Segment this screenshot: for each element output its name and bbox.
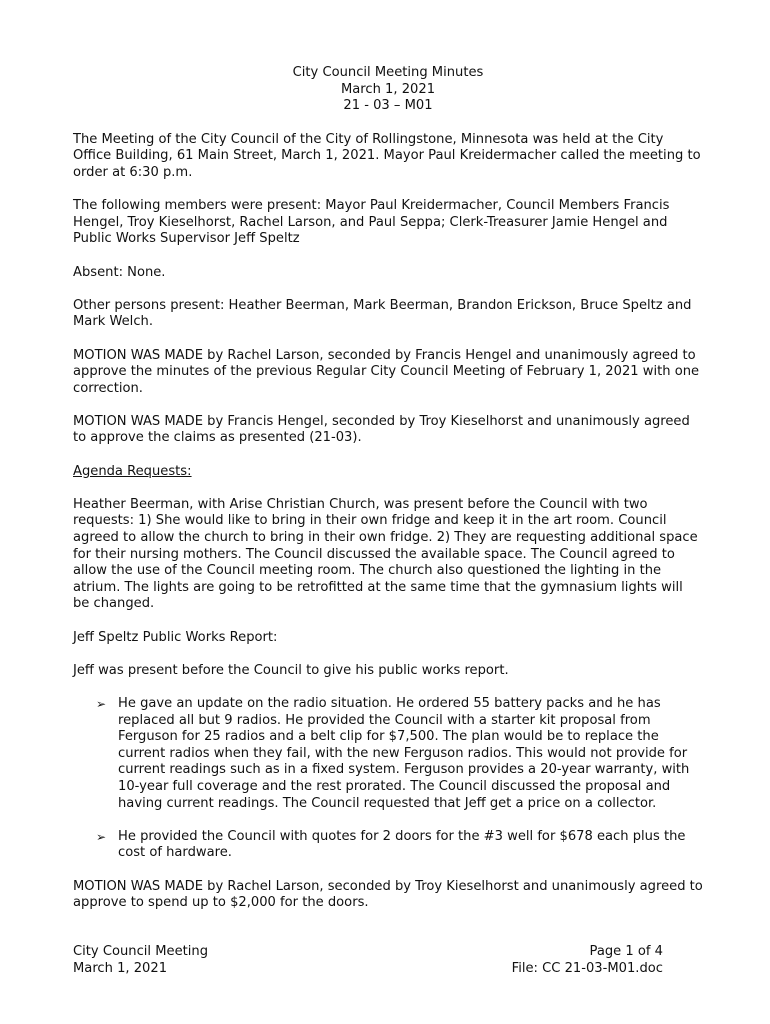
others-present-paragraph: Other persons present: Heather Beerman, Mark Beerman, Brandon Erickson, Bruce Speltz and Mark Welch.	[73, 297, 692, 330]
agenda-heading: Agenda Requests:	[73, 463, 192, 479]
arrow-bullet-icon: ➢	[96, 829, 107, 844]
opening-paragraph: The Meeting of the City Council of the City of Rollingstone, Minnesota was held at the City Office Building, 61 Main Street, March 1, 2021. Mayor Paul Kreidermacher called the meeting to order at 6:30 p.m.	[73, 131, 701, 180]
members-present-paragraph: The following members were present: Mayor Paul Kreidermacher, Council Members Francis Hengel, Troy Kieselhorst, Rachel Larson, and Paul Seppa; Clerk-Treasurer Jamie Hengel and Public Works Supervisor Jeff Speltz	[73, 198, 670, 247]
public-works-heading: Jeff Speltz Public Works Report:	[73, 629, 278, 645]
footer-meeting-name: City Council Meeting	[73, 944, 209, 959]
footer-meeting-date: March 1, 2021	[73, 960, 168, 976]
footer-page-number: Page 1 of 4	[589, 944, 663, 959]
list-item-text: He gave an update on the radio situation. He ordered 55 battery packs and he has replaced all but 9 radios. He provided the Council with a starter kit proposal from Ferguson for 25 radios and a belt clip for $7,500. The plan would be to replace the current radios when they fail, with the new Ferguson radios. This would not provide for current readings such as in a fixed system. Ferguson provides a 20-year warranty, with 10-year full coverage and the rest prorated. The Council discussed the proposal and having current readings. The Council requested that Jeff get a price on a collector.	[118, 695, 690, 811]
absent-paragraph: Absent: None.	[73, 264, 166, 280]
public-works-bullet-list	[73, 696, 703, 862]
list-item-text: He provided the Council with quotes for 2 doors for the #3 well for $678 each plus the cost of hardware.	[118, 828, 686, 861]
footer-file-name: File: CC 21-03-M01.doc	[511, 960, 663, 976]
public-works-intro: Jeff was present before the Council to give his public works report.	[73, 662, 509, 678]
document-title: City Council Meeting Minutes	[292, 65, 484, 80]
claims-motion-paragraph: MOTION WAS MADE by Francis Hengel, seconded by Troy Kieselhorst and unanimously agreed to approve the claims as presented (21-03).	[73, 413, 690, 446]
minutes-number: 21 - 03 – M01	[343, 98, 433, 114]
doors-motion-paragraph: MOTION WAS MADE by Rachel Larson, seconded by Troy Kieselhorst and unanimously agreed to approve to spend up to $2,000 for the doors.	[73, 878, 703, 911]
meeting-date: March 1, 2021	[340, 81, 436, 97]
page-footer	[73, 944, 663, 977]
list-item	[73, 696, 703, 812]
agenda-paragraph: Heather Beerman, with Arise Christian Church, was present before the Council with two requests: 1) She would like to bring in their own fridge and keep it in the art room. Council agreed to allow the church to bring in their own fridge. 2) They are requesting additional space for their nursing mothers. The Council discussed the available space. The Council agreed to allow the use of the Council meeting room. The church also questioned the lighting in the atrium. The lights are going to be retrofitted at the same time that the gymnasium lights will be changed.	[73, 496, 698, 612]
document-page	[73, 65, 703, 928]
minutes-motion-paragraph: MOTION WAS MADE by Rachel Larson, seconded by Francis Hengel and unanimously agreed to approve the minutes of the previous Regular City Council Meeting of February 1, 2021 with one correction.	[73, 347, 700, 396]
document-header	[73, 65, 703, 115]
list-item	[73, 829, 703, 862]
arrow-bullet-icon: ➢	[96, 696, 107, 711]
